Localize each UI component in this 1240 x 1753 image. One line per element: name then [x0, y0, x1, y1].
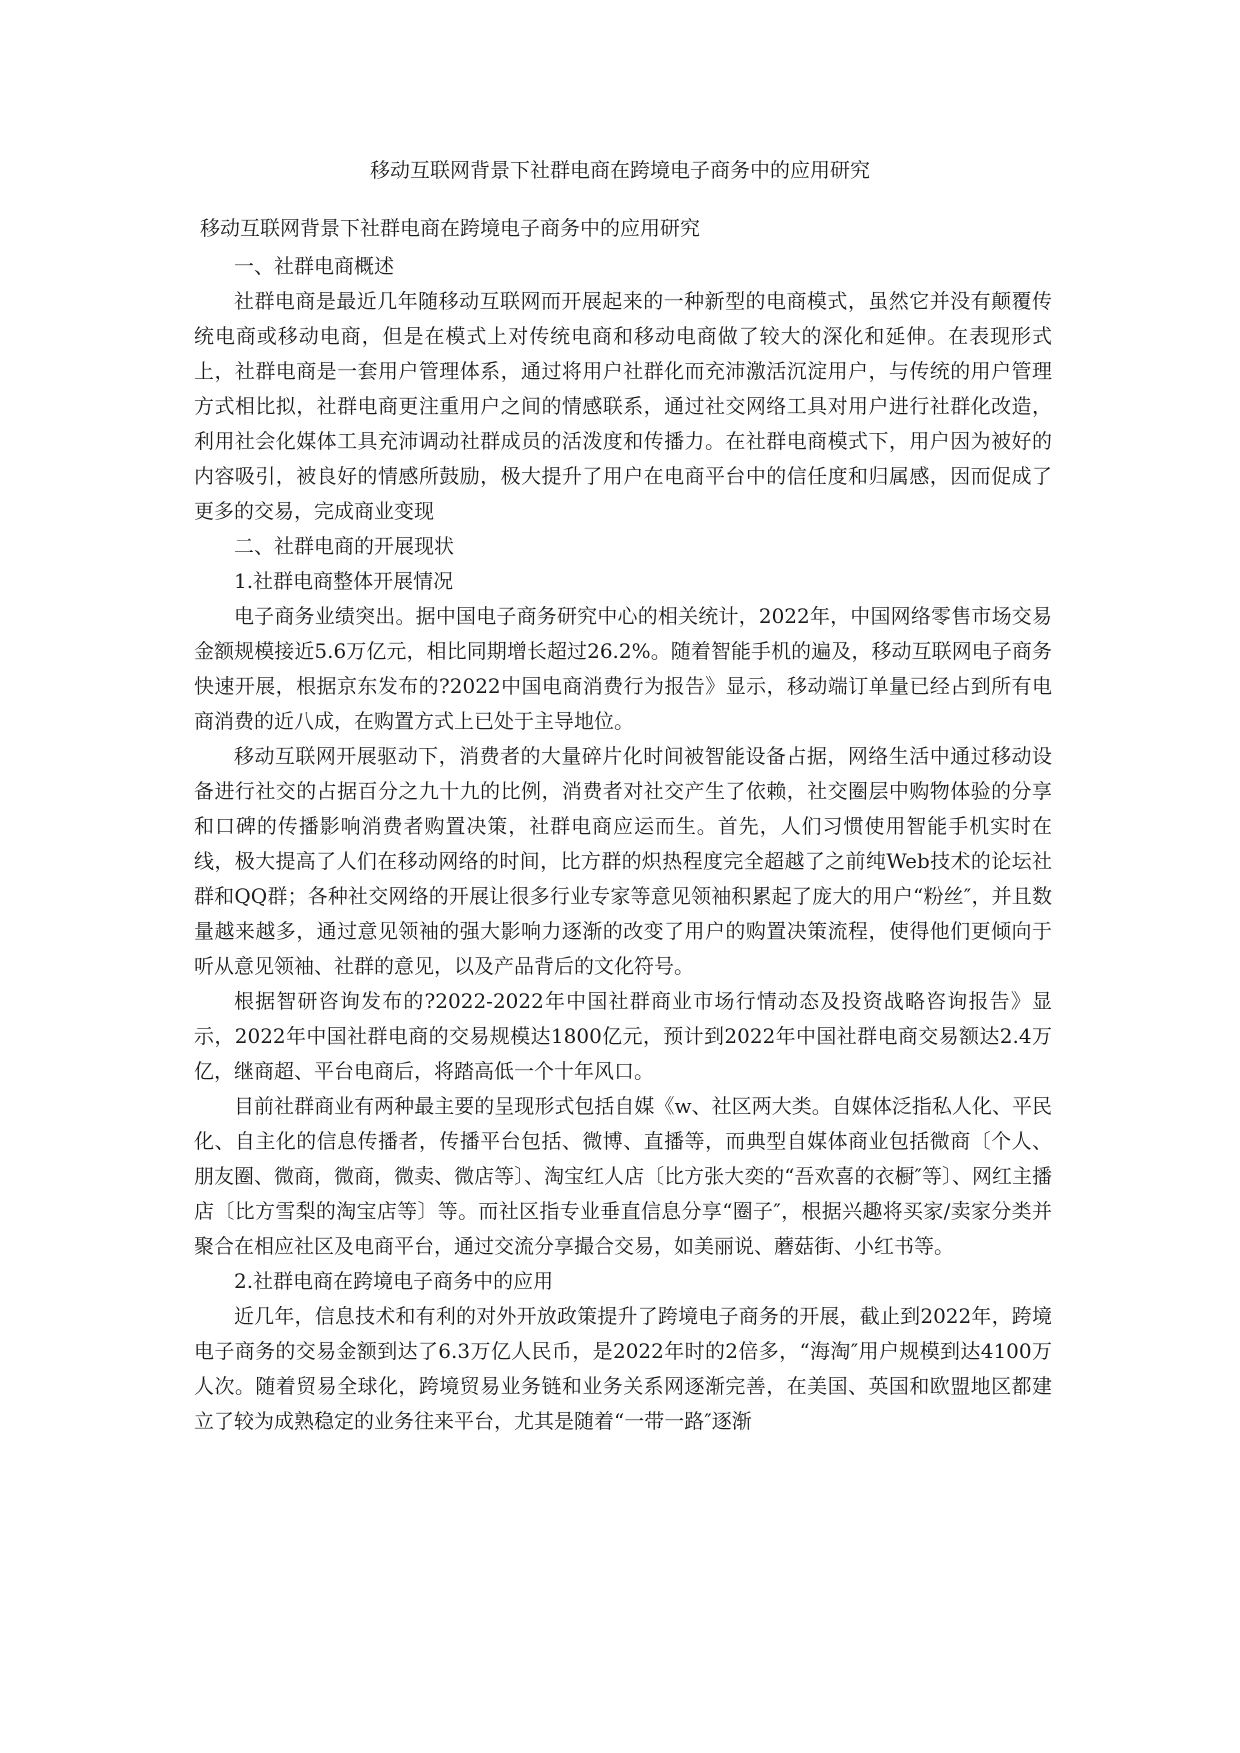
- paragraph: 根据智研咨询发布的?2022-2022年中国社群商业市场行情动态及投资战略咨询报告》显示，2022年中国社群电商的交易规模达1800亿元，预计到2022年中国社群电商交易额达2.4万亿，继商超、平台电商后，将踏高低一个十年风口。: [194, 989, 1052, 1083]
- paragraph: 近几年，信息技术和有利的对外开放政策提升了跨境电子商务的开展，截止到2022年，跨境电子商务的交易金额到达了6.3万亿人民币，是2022年时的2倍多，“海淘″用户规模到达4100万人次。随着贸易全球化，跨境贸易业务链和业务关系网逐渐完善，在美国、英国和欧盟地区都建立了较为成熟稳定的业务往来平台，尤其是随着“一带一路″逐渐: [194, 1304, 1052, 1433]
- subsection-heading-overall: 1.社群电商整体开展情况: [234, 569, 454, 593]
- subsection-heading-application: 2.社群电商在跨境电子商务中的应用: [234, 1269, 554, 1293]
- paragraph: 移动互联网开展驱动下，消费者的大量碎片化时间被智能设备占据，网络生活中通过移动设备进行社交的占据百分之九十九的比例，消费者对社交产生了依赖，社交圈层中购物体验的分享和口碑的传播影响消费者购置决策，社群电商应运而生。首先，人们习惯使用智能手机实时在线，极大提高了人们在移动网络的时间，比方群的炽热程度完全超越了之前纯Web技术的论坛社群和QQ群；各种社交网络的开展让很多行业专家等意见领袖积累起了庞大的用户“粉丝″，并且数量越来越多，通过意见领袖的强大影响力逐渐的改变了用户的购置决策流程，使得他们更倾向于听从意见领袖、社群的意见，以及产品背后的文化符号。: [194, 744, 1052, 978]
- section-heading-overview: 一、社群电商概述: [234, 254, 394, 278]
- paragraph: 社群电商是最近几年随移动互联网而开展起来的一种新型的电商模式，虽然它并没有颠覆传统电商或移动电商，但是在模式上对传统电商和移动电商做了较大的深化和延伸。在表现形式上，社群电商是一套用户管理体系，通过将用户社群化而充沛激活沉淀用户，与传统的用户管理方式相比拟，社群电商更注重用户之间的情感联系，通过社交网络工具对用户进行社群化改造，利用社会化媒体工具充沛调动社群成员的活泼度和传播力。在社群电商模式下，用户因为被好的内容吸引，被良好的情感所鼓励，极大提升了用户在电商平台中的信任度和归属感，因而促成了更多的交易，完成商业变现: [194, 289, 1052, 523]
- document-title: 移动互联网背景下社群电商在跨境电子商务中的应用研究: [370, 158, 870, 182]
- section-heading-status: 二、社群电商的开展现状: [234, 534, 454, 558]
- paragraph: 目前社群商业有两种最主要的呈现形式包括自媒《w、社区两大类。自媒体泛指私人化、平民化、自主化的信息传播者，传播平台包括、微博、直播等，而典型自媒体商业包括微商〔个人、朋友圈、微商，微商，微卖、微店等〕、淘宝红人店〔比方张大奕的“吾欢喜的衣橱″等〕、网红主播店〔比方雪梨的淘宝店等〕等。而社区指专业垂直信息分享“圈子″，根据兴趣将买家/卖家分类并聚合在相应社区及电商平台，通过交流分享撮合交易，如美丽说、蘑菇街、小红书等。: [194, 1094, 1052, 1258]
- document-body: [194, 211, 1052, 1439]
- document-subtitle: 移动互联网背景下社群电商在跨境电子商务中的应用研究: [200, 216, 700, 240]
- paragraph: 电子商务业绩突出。据中国电子商务研究中心的相关统计，2022年，中国网络零售市场交易金额规模接近5.6万亿元，相比同期增长超过26.2%。随着智能手机的遍及，移动互联网电子商务快速开展，根据京东发布的?2022中国电商消费行为报告》显示，移动端订单量已经占到所有电商消费的近八成，在购置方式上已处于主导地位。: [194, 604, 1052, 733]
